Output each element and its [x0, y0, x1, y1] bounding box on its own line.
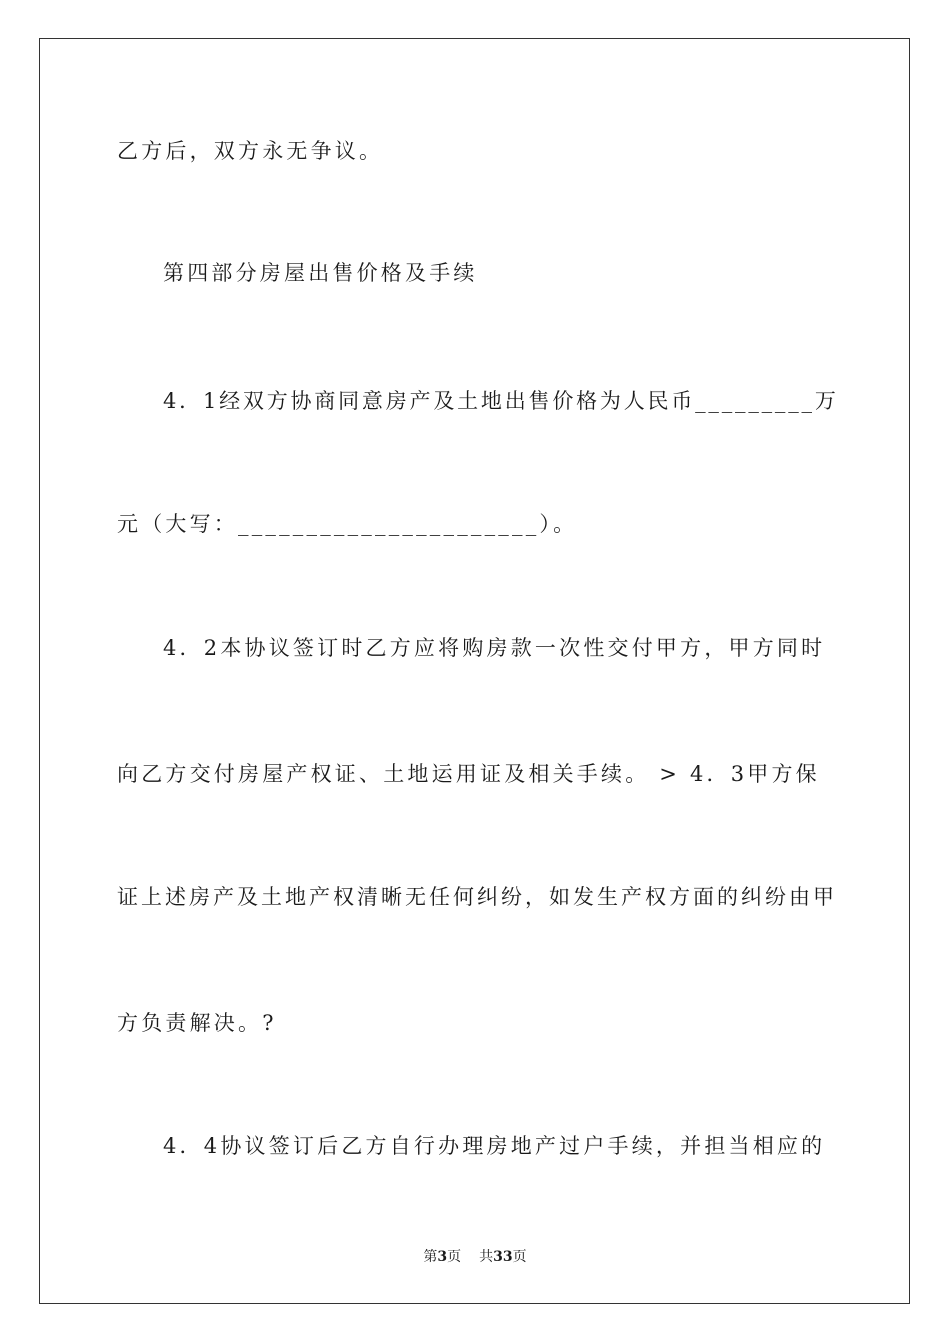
text-line-6: 向乙方交付房屋产权证、土地运用证及相关手续。 > 4．3甲方保 — [117, 762, 820, 786]
footer-page-prefix: 第 — [423, 1249, 438, 1265]
page-border — [39, 38, 910, 1304]
footer-total-pages: 33 — [493, 1249, 513, 1265]
text-line-1: 乙方后，双方永无争议。 — [117, 139, 384, 163]
text-line-3: 4．1经双方协商同意房产及土地出售价格为人民币_________万 — [163, 389, 839, 413]
text-line-5: 4．2本协议签订时乙方应将购房款一次性交付甲方，甲方同时 — [163, 636, 826, 660]
footer-total-prefix: 共 — [479, 1249, 494, 1265]
text-line-8: 方负责解决。? — [117, 1011, 277, 1035]
footer-page-suffix: 页 — [447, 1249, 462, 1265]
footer-page-number: 3 — [437, 1249, 448, 1265]
text-line-4: 元（大写：______________________）。 — [117, 512, 578, 536]
section-heading: 第四部分房屋出售价格及手续 — [163, 261, 478, 285]
page-footer — [0, 1246, 950, 1266]
footer-total-suffix: 页 — [512, 1249, 527, 1265]
text-line-7: 证上述房产及土地产权清晰无任何纠纷，如发生产权方面的纠纷由甲 — [117, 885, 837, 909]
text-line-9: 4．4协议签订后乙方自行办理房地产过户手续，并担当相应的 — [163, 1134, 826, 1158]
